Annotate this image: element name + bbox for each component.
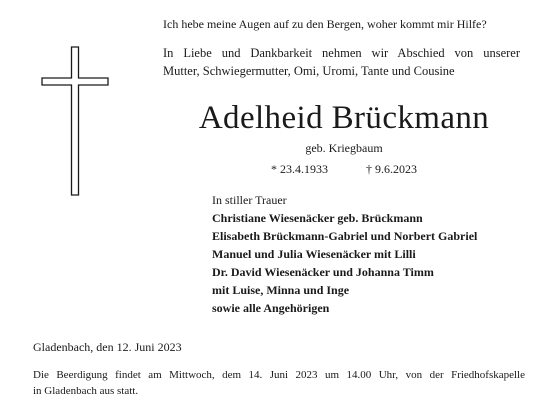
mourners-block: [212, 191, 532, 317]
death-date: † 9.6.2023: [366, 162, 417, 176]
mourner-line: Elisabeth Brückmann-Gabriel und Norbert Gabriel: [212, 229, 478, 243]
mourners-heading: In stiller Trauer: [212, 193, 287, 207]
birth-date: * 23.4.1933: [271, 162, 328, 176]
farewell-text: [163, 44, 520, 80]
deceased-name: Adelheid Brückmann: [198, 100, 490, 136]
life-dates: [150, 161, 538, 177]
mourner-line: Dr. David Wiesenäcker und Johanna Timm: [212, 265, 434, 279]
farewell-line: Mutter, Schwiegermutter, Omi, Uromi, Tante und Cousine: [163, 64, 455, 78]
farewell-line: In Liebe und Dankbarkeit nehmen wir Abschied von unserer: [163, 46, 520, 60]
funeral-line: in Gladenbach aus statt.: [33, 385, 139, 397]
mourner-line: Manuel und Julia Wiesenäcker mit Lilli: [212, 247, 416, 261]
maiden-name: geb. Kriegbaum: [305, 141, 383, 155]
mourner-line: sowie alle Angehörigen: [212, 301, 330, 315]
mourner-line: mit Luise, Minna und Inge: [212, 283, 350, 297]
mourner-line: Christiane Wiesenäcker geb. Brückmann: [212, 211, 423, 225]
place-and-date: Gladenbach, den 12. Juni 2023: [33, 340, 182, 354]
cross-icon: [40, 46, 110, 196]
funeral-info: [33, 367, 525, 399]
funeral-line: Die Beerdigung findet am Mittwoch, dem 14. Juni 2023 um 14.00 Uhr, von der Friedhofskapelle: [33, 369, 525, 381]
bible-verse: Ich hebe meine Augen auf zu den Bergen, woher kommt mir Hilfe?: [163, 17, 487, 31]
